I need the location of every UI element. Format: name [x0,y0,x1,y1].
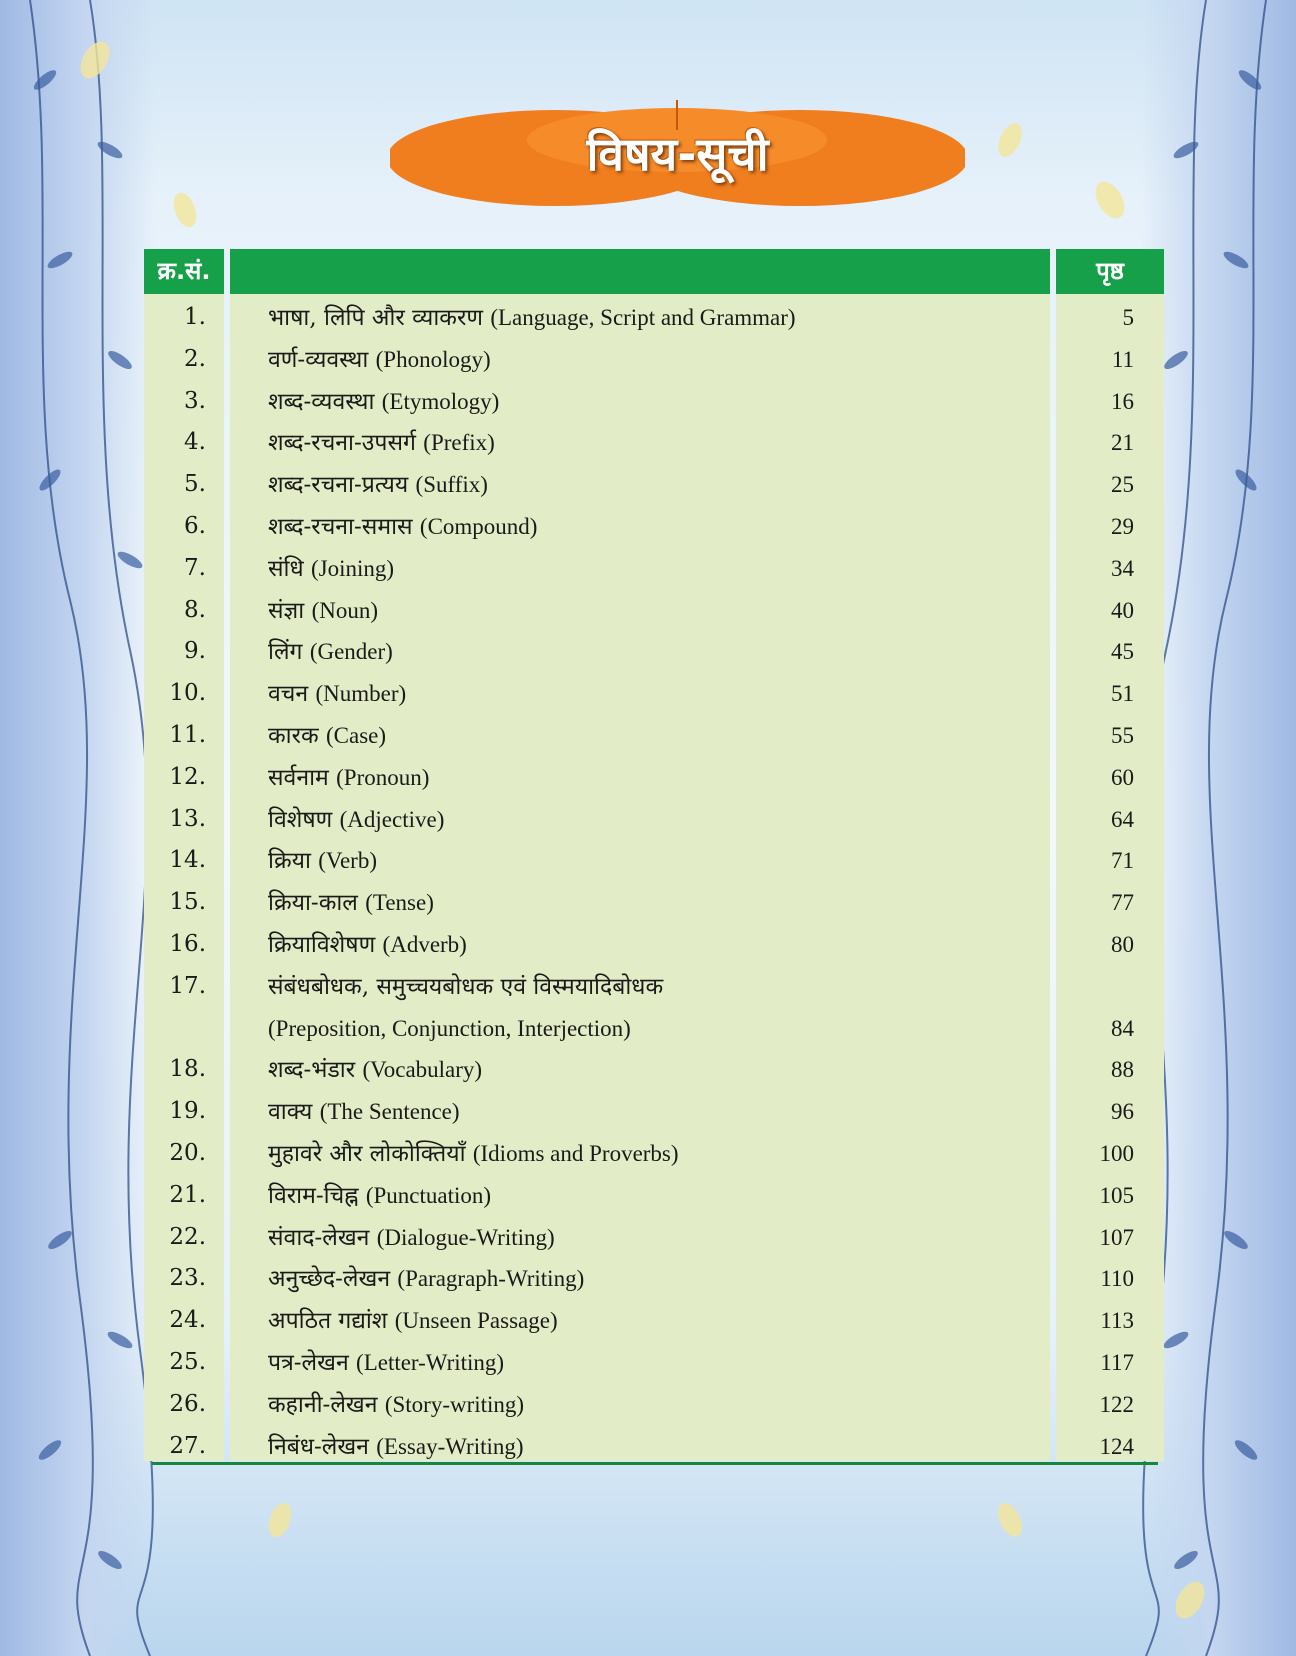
row-title-english: (Noun) [311,597,378,623]
toc-row [144,715,1164,757]
row-title-hindi: संवाद-लेखन [268,1224,370,1251]
row-title-hindi: अपठित गद्यांश [268,1308,388,1335]
row-page: 60 [1111,764,1134,790]
row-number: 24. [169,1307,206,1334]
row-title [268,715,386,758]
toc-row [144,882,1164,924]
row-number: 17. [169,972,206,999]
row-page: 16 [1111,388,1134,414]
row-number: 8. [184,596,206,623]
row-title-hindi: शब्द-रचना-उपसर्ग [268,430,416,457]
toc-row [144,1175,1164,1217]
row-title [268,1008,631,1051]
row-page: 5 [1122,305,1134,330]
row-title [268,1049,482,1092]
row-title-english: (Case) [326,722,387,748]
row-title-hindi: संबंधबोधक, समुच्चयबोधक एवं विस्मयादिबोधक [268,973,664,1000]
toc-row [144,757,1164,799]
row-title-english: (Tense) [365,890,434,916]
row-title [268,506,537,549]
row-number: 13. [169,805,206,832]
row-number: 19. [169,1098,206,1125]
row-title-english: (Unseen Passage) [394,1308,558,1334]
toc-row [144,422,1164,464]
row-title [268,1258,584,1301]
row-number: 7. [184,554,206,581]
toc-row [144,924,1164,966]
toc-row [144,1217,1164,1259]
row-page: 11 [1111,346,1134,372]
toc-row [144,381,1164,423]
row-title-english: (Letter-Writing) [356,1349,505,1375]
toc-row [144,1133,1164,1175]
row-title [268,339,491,382]
row-title-hindi: कहानी-लेखन [268,1391,378,1418]
row-page: 29 [1111,513,1134,539]
row-page: 21 [1111,430,1134,456]
row-number: 2. [184,345,206,372]
row-title-hindi: शब्द-भंडार [268,1057,356,1084]
row-page: 55 [1111,722,1134,748]
toc-row [144,1384,1164,1426]
page-title: विषय-सूची [586,127,769,181]
row-number: 3. [184,387,206,414]
row-page: 96 [1111,1099,1134,1125]
toc-row [144,1049,1164,1091]
row-page: 71 [1111,848,1134,874]
row-title [268,548,394,591]
row-title-english: (Punctuation) [365,1182,492,1208]
row-title-hindi: मुहावरे और लोकोक्तियाँ [268,1140,466,1167]
row-number: 18. [169,1056,206,1083]
row-title-hindi: शब्द-व्यवस्था [268,388,375,415]
row-title-hindi: सर्वनाम [268,764,329,791]
row-title-english: (Paragraph-Writing) [397,1266,585,1292]
header-serial: क्र.सं. [144,249,224,294]
title-banner [390,100,965,220]
row-page: 107 [1099,1224,1134,1250]
row-page: 117 [1100,1349,1134,1375]
row-page: 105 [1099,1182,1134,1208]
row-page: 122 [1099,1391,1134,1417]
row-title-english: (Pronoun) [336,764,430,790]
row-number: 22. [169,1223,206,1250]
row-title-hindi: कारक [268,722,319,749]
row-number: 14. [169,847,206,874]
toc-row [144,297,1164,339]
row-title-english: (Vocabulary) [362,1057,483,1083]
row-page: 84 [1111,1015,1134,1041]
toc-row [144,464,1164,506]
row-title-english: (Adverb) [382,931,467,957]
row-title [268,924,467,967]
row-title [268,1300,558,1343]
row-title-english: (Compound) [419,513,538,539]
row-page: 124 [1099,1433,1134,1459]
row-title [268,631,393,674]
header-title [230,249,1050,294]
row-title [268,1384,524,1427]
row-title [268,590,378,633]
row-title-hindi: निबंध-लेखन [268,1433,369,1460]
row-title-english: (Suffix) [415,472,488,498]
header-page: पृष्ठ [1056,249,1164,294]
row-number: 26. [169,1390,206,1417]
toc-row [144,548,1164,590]
row-title-english: (Language, Script and Grammar) [490,305,796,330]
row-title-english: (Story-writing) [384,1391,525,1417]
row-title-hindi: पत्र-लेखन [268,1349,349,1376]
row-title-hindi: भाषा, लिपि और व्याकरण [268,305,483,331]
row-title-hindi: लिंग [268,639,303,666]
row-number: 6. [184,512,206,539]
row-number: 20. [169,1139,206,1166]
row-title-hindi: वर्ण-व्यवस्था [268,346,369,373]
row-page: 88 [1111,1057,1134,1083]
row-number: 27. [169,1432,206,1459]
row-number: 25. [169,1348,206,1375]
row-title-hindi: विराम-चिह्न [268,1182,359,1209]
row-title-english: (Etymology) [381,388,500,414]
row-number: 23. [169,1265,206,1292]
row-title [268,1217,555,1260]
toc-row [144,1342,1164,1384]
row-title-hindi: क्रिया-काल [268,890,358,917]
toc-row [144,339,1164,381]
row-number: 4. [184,429,206,456]
row-page: 100 [1099,1140,1134,1166]
row-number: 21. [169,1181,206,1208]
row-title [268,1133,679,1176]
row-title-english: (Preposition, Conjunction, Interjection) [268,1015,631,1041]
row-title [268,840,377,883]
row-number: 15. [169,889,206,916]
row-title-english: (The Sentence) [319,1099,460,1125]
row-title-english: (Prefix) [423,430,495,456]
row-page: 64 [1111,806,1134,832]
toc-row [144,840,1164,882]
row-title [268,966,663,1009]
row-number: 16. [169,930,206,957]
row-title [268,297,796,340]
row-title [268,882,434,925]
row-title-hindi: अनुच्छेद-लेखन [268,1266,391,1293]
row-page: 45 [1111,639,1134,665]
toc-row [144,966,1164,1008]
row-title-english: (Joining) [310,555,395,581]
row-number: 11. [169,721,206,748]
row-title-hindi: वाक्य [268,1099,313,1126]
row-title [268,1091,460,1134]
toc-row [144,1091,1164,1133]
row-title [268,464,488,507]
row-title-hindi: शब्द-रचना-प्रत्यय [268,472,409,499]
row-title [268,673,406,716]
row-page: 25 [1111,472,1134,498]
row-title-hindi: शब्द-रचना-समास [268,513,413,540]
toc-row [144,799,1164,841]
row-page: 113 [1100,1308,1134,1334]
row-title-english: (Dialogue-Writing) [376,1224,555,1250]
row-title-hindi: वचन [268,681,309,708]
row-title [268,1175,491,1218]
row-title [268,422,495,465]
row-title-english: (Idioms and Proverbs) [472,1140,679,1166]
bottom-rule [152,1462,1158,1465]
row-number: 5. [184,471,206,498]
row-number: 12. [169,763,206,790]
row-page: 110 [1100,1266,1134,1292]
row-title-english: (Essay-Writing) [376,1433,524,1459]
row-title [268,757,429,800]
row-title [268,1342,504,1385]
row-number: 10. [169,680,206,707]
toc-row [144,1008,1164,1050]
row-title-english: (Phonology) [375,346,491,372]
row-page: 40 [1111,597,1134,623]
row-title [268,381,499,424]
row-page: 51 [1111,681,1134,707]
row-title-english: (Gender) [309,639,393,665]
row-title-hindi: क्रियाविशेषण [268,931,376,958]
row-title [268,799,444,842]
row-title-hindi: संज्ञा [268,597,305,624]
toc-row [144,590,1164,632]
table-of-contents [144,249,1164,1461]
row-number: 1. [184,304,206,330]
row-title-english: (Number) [315,681,407,707]
toc-rows [144,297,1164,1467]
toc-row [144,631,1164,673]
row-page: 34 [1111,555,1134,581]
toc-row [144,506,1164,548]
row-title-english: (Verb) [318,848,377,874]
row-page: 80 [1111,931,1134,957]
row-title-hindi: विशेषण [268,806,333,833]
row-page: 77 [1111,890,1134,916]
row-number: 9. [184,638,206,665]
row-title-hindi: संधि [268,555,304,582]
row-title-hindi: क्रिया [268,848,311,875]
toc-row [144,1300,1164,1342]
toc-row [144,1258,1164,1300]
row-title-english: (Adjective) [339,806,445,832]
toc-row [144,673,1164,715]
